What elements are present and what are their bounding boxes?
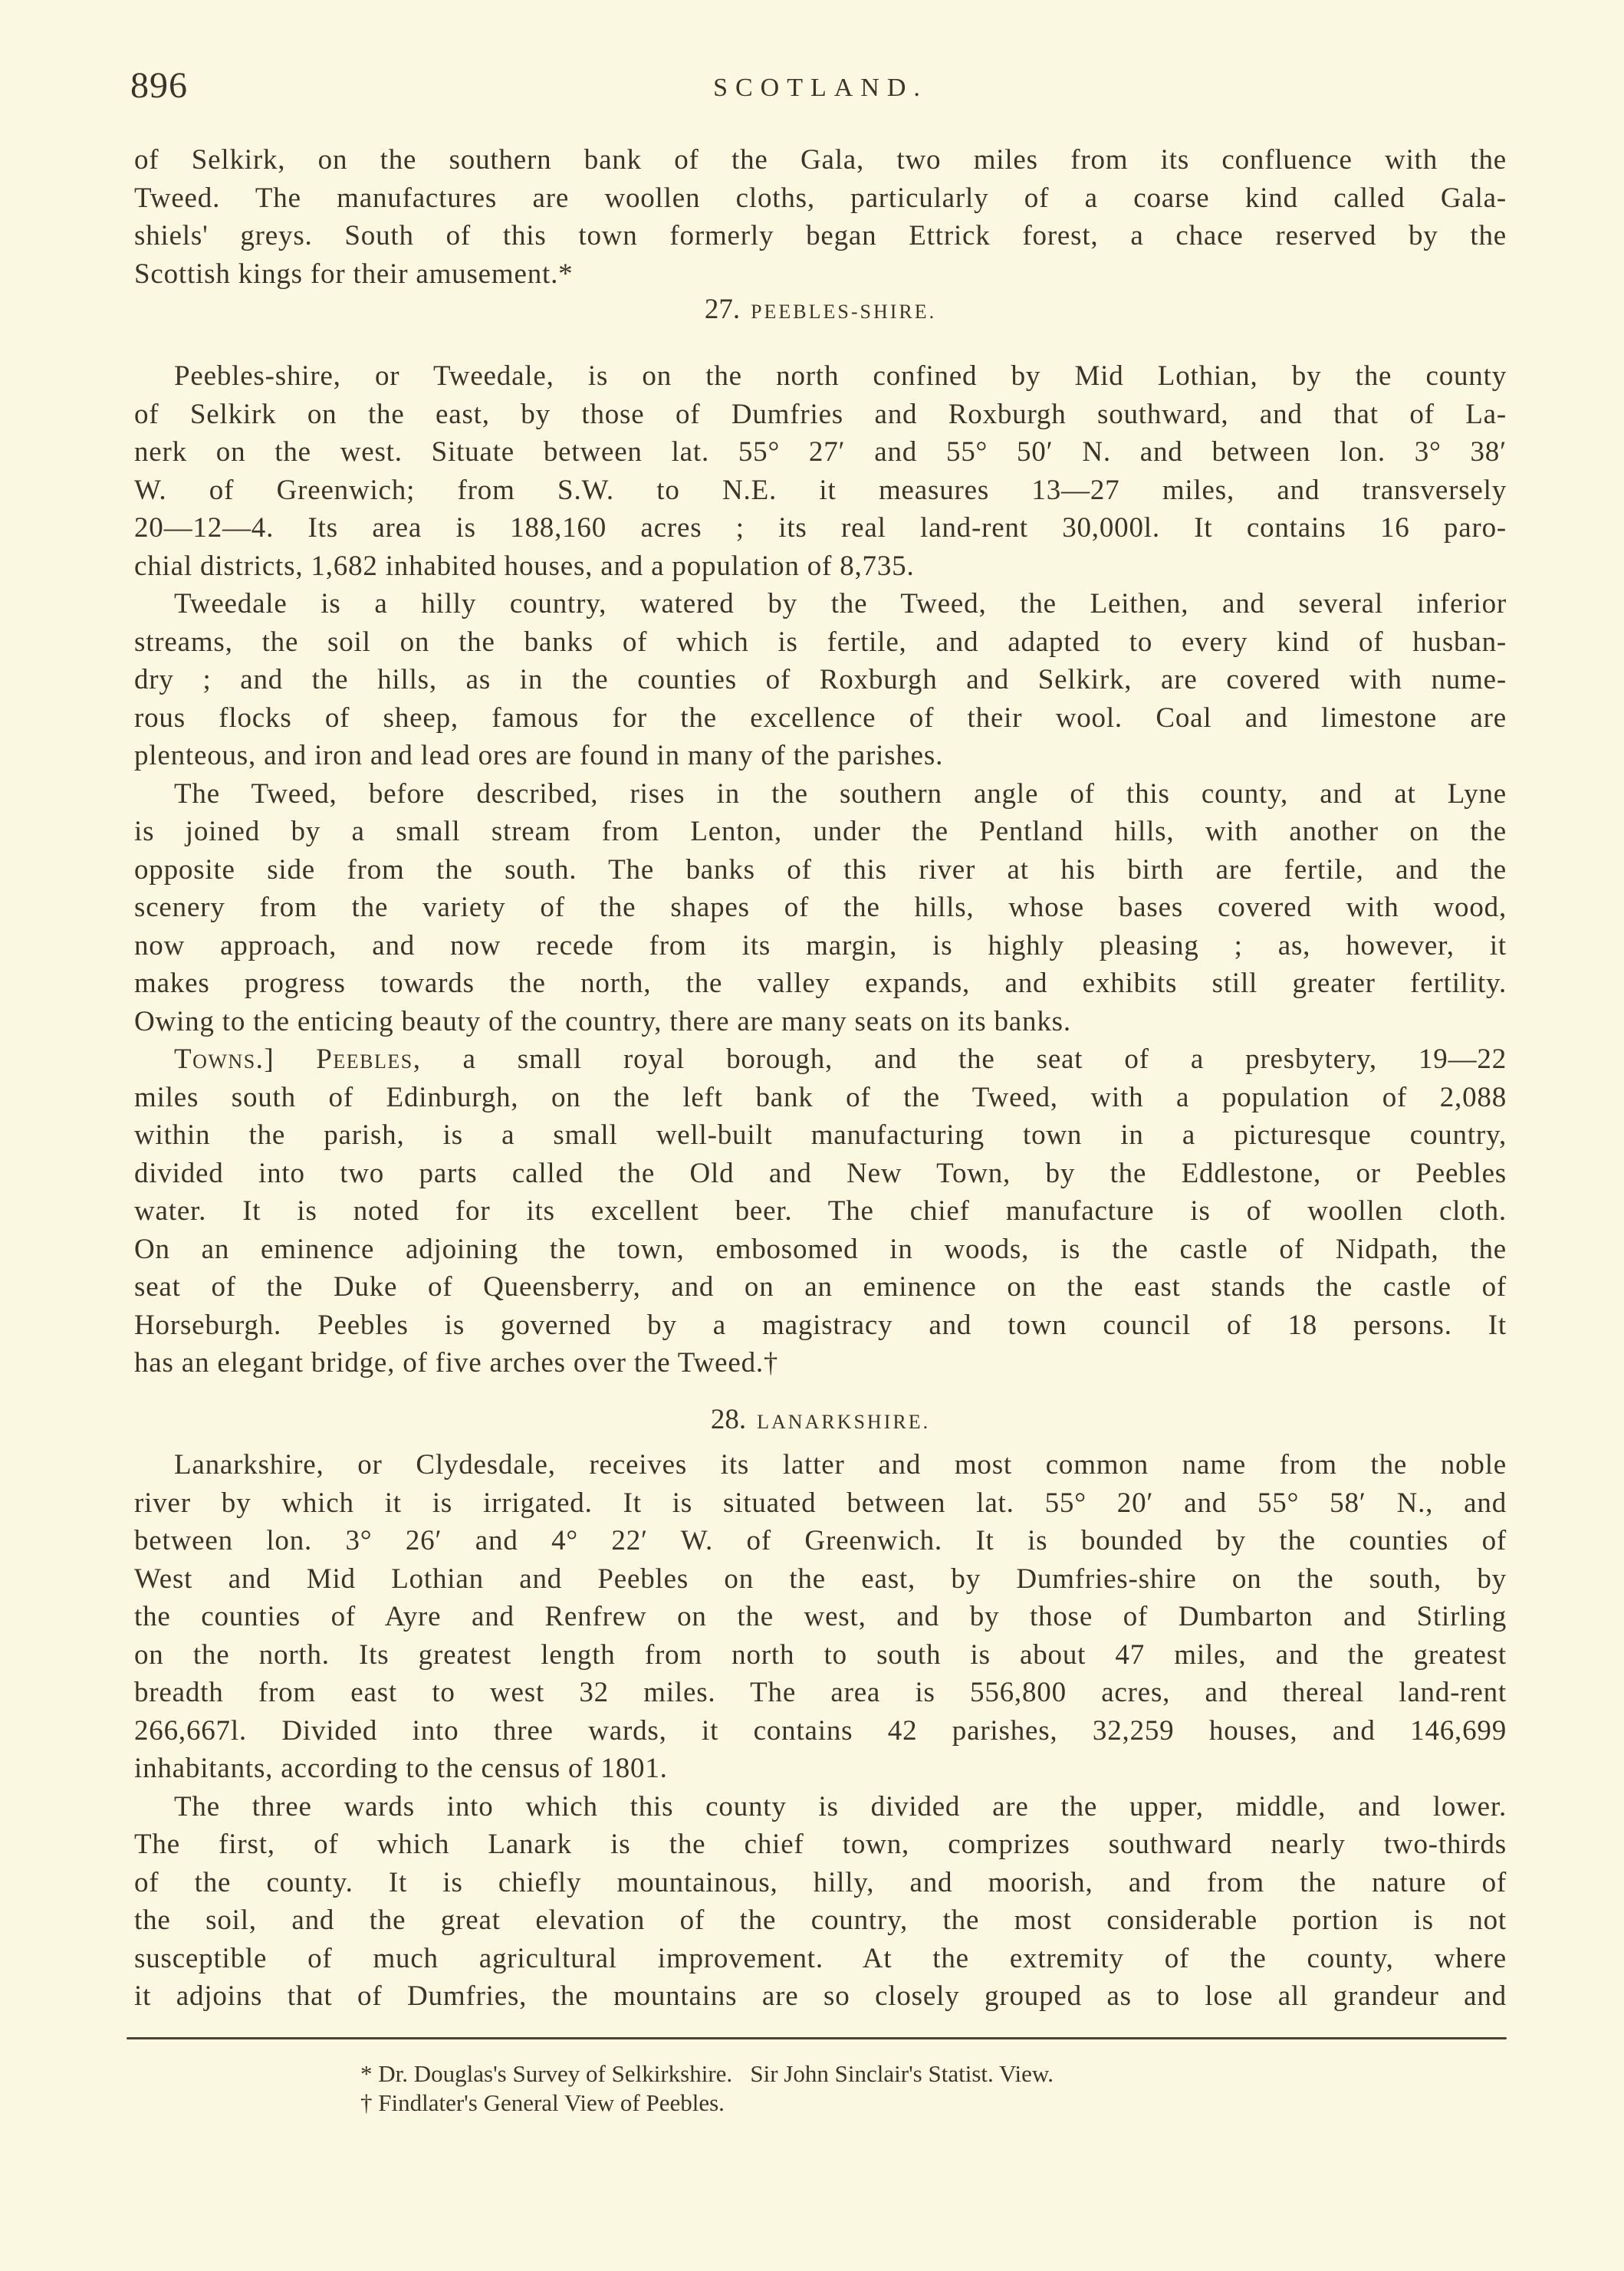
paragraph bbox=[134, 775, 1507, 1041]
text-line: between lon. 3° 26′ and 4° 22′ W. of Greenwich. It is bounded by the counties of bbox=[134, 1525, 1507, 1556]
paragraph bbox=[134, 357, 1507, 585]
text-line: shiels' greys. South of this town formerly began Ettrick forest, a chace reserved by the bbox=[134, 220, 1507, 251]
text-line: On an eminence adjoining the town, embosomed in woods, is the castle of Nidpath, the bbox=[134, 1233, 1507, 1265]
running-title: SCOTLAND. bbox=[713, 74, 928, 102]
footnote-2: † Findlater's General View of Peebles. bbox=[360, 2089, 725, 2116]
text-line: opposite side from the south. The banks of this river at his birth are fertile, and the bbox=[134, 853, 1507, 886]
text-line: river by which it is irrigated. It is situated between lat. 55° 20′ and 55° 58′ N., and bbox=[134, 1487, 1507, 1519]
text-line: is joined by a small stream from Lenton, under the Pentland hills, with another on the bbox=[134, 816, 1507, 847]
text-line: The Tweed, before described, rises in the southern angle of this county, and at Lyne bbox=[174, 777, 1507, 810]
text-line: the counties of Ayre and Renfrew on the west, and by those of Dumbarton and Stirling bbox=[134, 1601, 1507, 1632]
text-line: Scottish kings for their amusement.* bbox=[134, 258, 574, 290]
text-line: seat of the Duke of Queensberry, and on an eminence on the east stands the castle of bbox=[134, 1271, 1507, 1303]
text-line: within the parish, is a small well-built manufacturing town in a picturesque country, bbox=[134, 1119, 1507, 1151]
text-line: streams, the soil on the banks of which is fertile, and adapted to every kind of husban- bbox=[134, 626, 1507, 658]
text-line: has an elegant bridge, of five arches over the Tweed.† bbox=[134, 1347, 779, 1379]
section-number: 28. bbox=[710, 1404, 747, 1435]
paragraph bbox=[134, 1788, 1507, 2016]
footnote-1: * Dr. Douglas's Survey of Selkirkshire. Sir John Sinclair's Statist. View. bbox=[360, 2060, 1054, 2087]
text-line: The first, of which Lanark is the chief town, comprizes southward nearly two-thirds bbox=[134, 1829, 1507, 1860]
text-line: breadth from east to west 32 miles. The area is 556,800 acres, and thereal land-rent bbox=[134, 1677, 1507, 1708]
text-line: Owing to the enticing beauty of the country, there are many seats on its banks. bbox=[134, 1005, 1071, 1037]
towns-paragraph bbox=[134, 1040, 1507, 1382]
text-line: Horseburgh. Peebles is governed by a magistracy and town council of 18 persons. It bbox=[134, 1309, 1507, 1341]
text-line: on the north. Its greatest length from north to south is about 47 miles, and the greatest bbox=[134, 1638, 1507, 1671]
text-line: inhabitants, according to the census of 1801. bbox=[134, 1753, 668, 1784]
text-line: 20—12—4. Its area is 188,160 acres ; its real land-rent 30,000l. It contains 16 paro- bbox=[134, 512, 1507, 544]
text-line: the soil, and the great elevation of the country, the most considerable portion is not bbox=[134, 1905, 1507, 1936]
text-line: Peebles-shire, or Tweedale, is on the north confined by Mid Lothian, by the county bbox=[174, 360, 1507, 392]
section-number: 27. bbox=[704, 294, 741, 325]
section-title: PEEBLES-SHIRE. bbox=[751, 301, 937, 323]
text-line: Tweed. The manufactures are woollen cloths, particularly of a coarse kind called Gala- bbox=[134, 182, 1507, 214]
text-line: The three wards into which this county is divided are the upper, middle, and lower. bbox=[174, 1790, 1507, 1822]
text-line: susceptible of much agricultural improvement. At the extremity of the county, where bbox=[134, 1942, 1507, 1974]
text-line: nerk on the west. Situate between lat. 55° 27′ and 55° 50′ N. and between lon. 3° 38′ bbox=[134, 436, 1507, 468]
section-27-body bbox=[134, 357, 1507, 1382]
text-line bbox=[134, 1040, 1507, 1079]
footnotes bbox=[360, 2059, 1054, 2118]
section-heading-28 bbox=[134, 1401, 1507, 1439]
text-line: makes progress towards the north, the valley expands, and exhibits still greater fertility. bbox=[134, 968, 1507, 999]
section-heading-27 bbox=[134, 291, 1507, 329]
text-line: rous flocks of sheep, famous for the excellence of their wool. Coal and limestone are bbox=[134, 702, 1507, 734]
text-line: of Selkirk on the east, by those of Dumfries and Roxburgh southward, and that of La- bbox=[134, 398, 1507, 430]
paragraph bbox=[134, 1446, 1507, 1788]
page-number: 896 bbox=[130, 65, 188, 106]
text-line: scenery from the variety of the shapes of the hills, whose bases covered with wood, bbox=[134, 892, 1507, 923]
town-name: Peebles, bbox=[316, 1043, 422, 1075]
text-line: Tweedale is a hilly country, watered by the Tweed, the Leithen, and several inferior bbox=[174, 588, 1507, 620]
section-title: LANARKSHIRE. bbox=[757, 1411, 931, 1433]
text-line: divided into two parts called the Old and New Town, by the Eddlestone, or Peebles bbox=[134, 1157, 1507, 1189]
section-28-body bbox=[134, 1446, 1507, 2016]
towns-label: Towns.] bbox=[174, 1043, 275, 1075]
towns-lines bbox=[134, 1079, 1507, 1382]
text-line: Lanarkshire, or Clydesdale, receives its latter and most common name from the noble bbox=[174, 1449, 1507, 1481]
text-line: water. It is noted for its excellent beer. The chief manufacture is of woollen cloth. bbox=[134, 1195, 1507, 1227]
text-line: it adjoins that of Dumfries, the mountains are so closely grouped as to lose all grandeur and bbox=[134, 1980, 1507, 2012]
text-line: now approach, and now recede from its margin, is highly pleasing ; as, however, it bbox=[134, 929, 1507, 961]
text-line: of Selkirk, on the southern bank of the Gala, two miles from its confluence with the bbox=[134, 144, 1507, 176]
footnote-rule bbox=[127, 2037, 1507, 2039]
text-line: West and Mid Lothian and Peebles on the east, by Dumfries-shire on the south, by bbox=[134, 1563, 1507, 1595]
intro-paragraph bbox=[134, 141, 1507, 293]
text-line: 266,667l. Divided into three wards, it contains 42 parishes, 32,259 houses, and 146,699 bbox=[134, 1714, 1507, 1747]
paragraph bbox=[134, 585, 1507, 775]
text-line: W. of Greenwich; from S.W. to N.E. it measures 13—27 miles, and transversely bbox=[134, 474, 1507, 506]
text-line: of the county. It is chiefly mountainous, hilly, and moorish, and from the nature of bbox=[134, 1866, 1507, 1898]
text-line: miles south of Edinburgh, on the left bank of the Tweed, with a population of 2,088 bbox=[134, 1081, 1507, 1113]
text-line: chial districts, 1,682 inhabited houses, and a population of 8,735. bbox=[134, 550, 915, 582]
text-line: dry ; and the hills, as in the counties of Roxburgh and Selkirk, are covered with nume- bbox=[134, 664, 1507, 695]
line-text: a small royal borough, and the seat of a presbytery, 19—22 bbox=[462, 1043, 1507, 1075]
text-line: plenteous, and iron and lead ores are found in many of the parishes. bbox=[134, 740, 944, 771]
